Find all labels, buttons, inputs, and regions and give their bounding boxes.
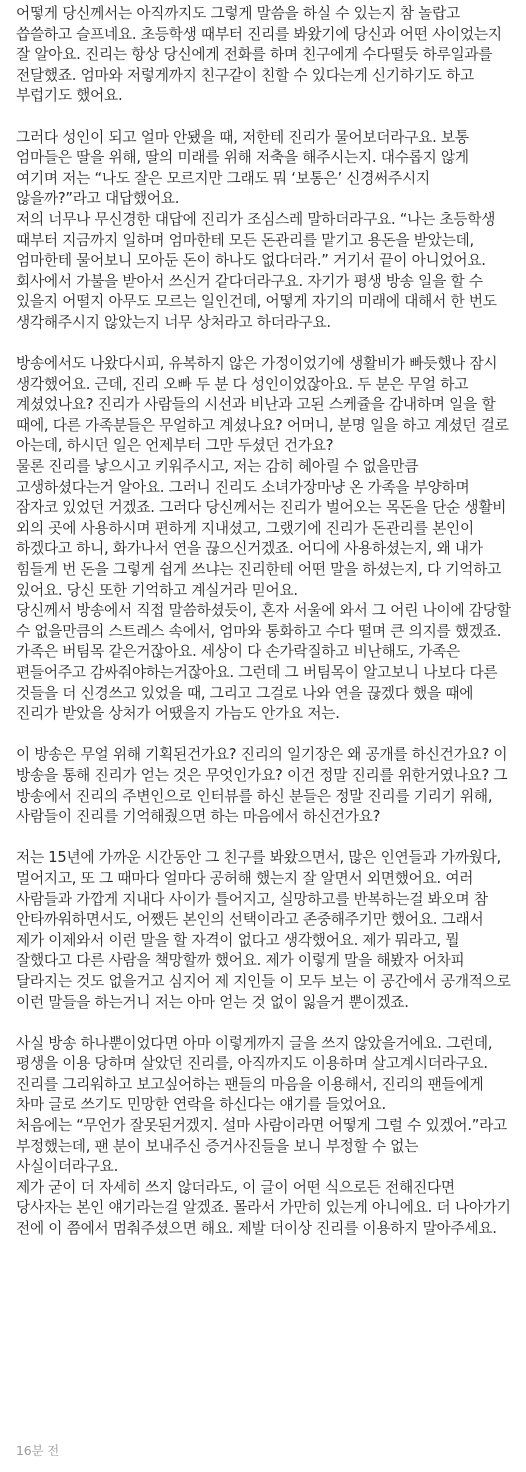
post-timestamp: 16분 전: [16, 1443, 60, 1458]
paragraph-spacer: [16, 828, 512, 849]
paragraph-spacer: [16, 334, 512, 355]
paragraph-spacer: [16, 1013, 512, 1034]
post-body: [16, 4, 512, 1240]
paragraph: 사실 방송 하나뿐이었다면 아마 이렇게까지 글을 쓰지 않았을거에요. 그런데, 평생을 이용 당하며 살았던 진리를, 아직까지도 이용하며 살고계시더라구요. 진리를 그리워하고 보고싶어하는 팬들의 마음을 이용해서, 진리의 팬들에게 차마 글로 쓰기도 민망한 연락을 하신다는 얘기를 들었어요.: [16, 1034, 493, 1114]
paragraph: 어떻게 당신께서는 아직까지도 그렇게 말씀을 하실 수 있는지 참 놀랍고 씁쓸하고 슬프네요. 초등학생 때부터 진리를 봐왔기에 당신과 어떤 사이었는지 잘 알아요. 진리는 항상 당신에게 전화를 하며 친구에게 수다떨듯 하루일과를 전달했죠. 엄마와 저렇게까지 친구같이 친할 수 있다는게 신기하기도 하고 부럽기도 했어요.: [16, 5, 502, 105]
paragraph: 저는 15년에 가까운 시간동안 그 친구를 봐왔으면서, 많은 인연들과 가까웠다, 멀어지고, 또 그 때마다 얼마다 공허해 했는지 잘 알면서 외면했어요. 여러 사람들과 가깝게 지내다 사이가 틀어지고, 실망하고를 반복하는걸 봐오며 참 안타까워하면서도, 어쨌든 본인의 선택이라고 존중해주기만 했어요. 그래서 제가 이제와서 이런 말을 할 자격이 없다고 생각했어요. 제가 뭐라고, 뭘 잘했다고 다른 사람을 책망할까 했어요. 제가 이렇게 말을 해봤자 어차피 달라지는 것도 없을거고 심지어 제 지인들 이 모두 보는 이 공간에서 공개적으로 이런 말들을 하는거니 저는 아마 얻는 것 없이 잃을거 뿐이겠죠.: [16, 849, 511, 1011]
paragraph: 그러다 성인이 되고 얼마 안됐을 때, 저한테 진리가 물어보더라구요. 보통 엄마들은 딸을 위해, 딸의 미래를 위해 저축을 해주시는지. 대수롭지 않게 여기며 저는 “나도 잘은 모르지만 그래도 뭐 ‘보통은’ 신경써주시지 않을까?”라고 대답했어요.: [16, 128, 469, 208]
paragraph: 당신께서 방송에서 직접 말씀하셨듯이, 혼자 서울에 와서 그 어린 나이에 감당할 수 없을만큼의 스트레스 속에서, 엄마와 통화하고 수다 떨며 큰 의지를 했겠죠. 가족은 버팀목 같은거잖아요. 세상이 다 손가락질하고 비난해도, 가족은 편들어주고 감싸줘야하는거잖아요. 그런데 그 버팀목이 알고보니 나보다 다른 것들을 더 신경쓰고 있었을 때, 그리고 그걸로 나와 연을 끊겠다 했을 때에 진리가 받았을 상처가 어땠을지 가늠도 안가요 저는.: [16, 602, 511, 723]
paragraph: 저의 너무나 무신경한 대답에 진리가 조심스레 말하더라구요. “나는 초등학생 때부터 지금까지 일하며 엄마한테 모든 돈관리를 맡기고 용돈을 받았는데, 엄마한테 물어보니 모아둔 돈이 하나도 없다더라.” 거기서 끝이 아니었어요. 회사에서 가불을 받아서 쓰신거 같다더라구요. 자기가 평생 방송 일을 할 수 있을지 어떨지 아무도 모르는 일인건데, 어떻게 자기의 미래에 대해서 한 번도 생각해주시지 않았는지 너무 상처라고 하더라구요.: [16, 210, 497, 331]
paragraph: 물론 진리를 낳으시고 키워주시고, 저는 감히 헤아릴 수 없을만큼 고생하셨다는거 알아요. 그러니 진리도 소녀가장마냥 온 가족을 부양하며 잠자코 있었던 거겠죠. 그러다 당신께서는 진리가 벌어오는 목돈을 단순 생활비 외의 곳에 사용하시며 편하게 지내셨고, 그랬기에 진리가 돈관리를 본인이 하겠다고 하니, 화가나서 연을 끊으신거겠죠. 어디에 사용하셨는지, 왜 내가 힘들게 번 돈을 그렇게 쉽게 쓰냐는 진리한테 어떤 말을 하셨는지, 다 기억하고 있어요. 당신 또한 기억하고 계실거라 믿어요.: [16, 458, 507, 599]
paragraph: 이 방송은 무얼 위해 기획된건가요? 진리의 일기장은 왜 공개를 하신건가요? 이 방송을 통해 진리가 얻는 것은 무엇인가요? 이건 정말 진리를 위한거였나요? 그 방송에서 진리의 주변인으로 인터뷰를 하신 분들은 정말 진리를 기리기 위해, 사람들이 진리를 기억해줬으면 하는 마음에서 하신건가요?: [16, 746, 508, 826]
paragraph: 제가 굳이 더 자세히 쓰지 않더라도, 이 글이 어떤 식으로든 전해진다면 당사자는 본인 얘기라는걸 알겠죠. 몰라서 가만히 있는게 아니에요. 더 나아가기 전에 이 쯤에서 멈춰주셨으면 해요. 제발 더이상 진리를 이용하지 말아주세요.: [16, 1178, 511, 1238]
paragraph: 처음에는 “무언가 잘못된거겠지. 설마 사람이라면 어떻게 그럴 수 있겠어.”라고 부정했는데, 팬 분이 보내주신 증거사진들을 보니 부정할 수 없는 사실이더라구요.: [16, 1117, 507, 1176]
paragraph-spacer: [16, 725, 512, 746]
paragraph: 방송에서도 나왔다시피, 유복하지 않은 가정이었기에 생활비가 빠듯했나 잠시 생각했어요. 근데, 진리 오빠 두 분 다 성인이었잖아요. 두 분은 무얼 하고 계셨었나요? 진리가 사람들의 시선과 비난과 고된 스케쥴을 감내하며 일을 할 때에, 다른 가족분들은 무얼하고 계셨나요? 어머니, 분명 일을 하고 계셨던 걸로 아는데, 하시던 일은 언제부터 그만 두셨던 건가요?: [16, 355, 509, 455]
paragraph-spacer: [16, 107, 512, 128]
